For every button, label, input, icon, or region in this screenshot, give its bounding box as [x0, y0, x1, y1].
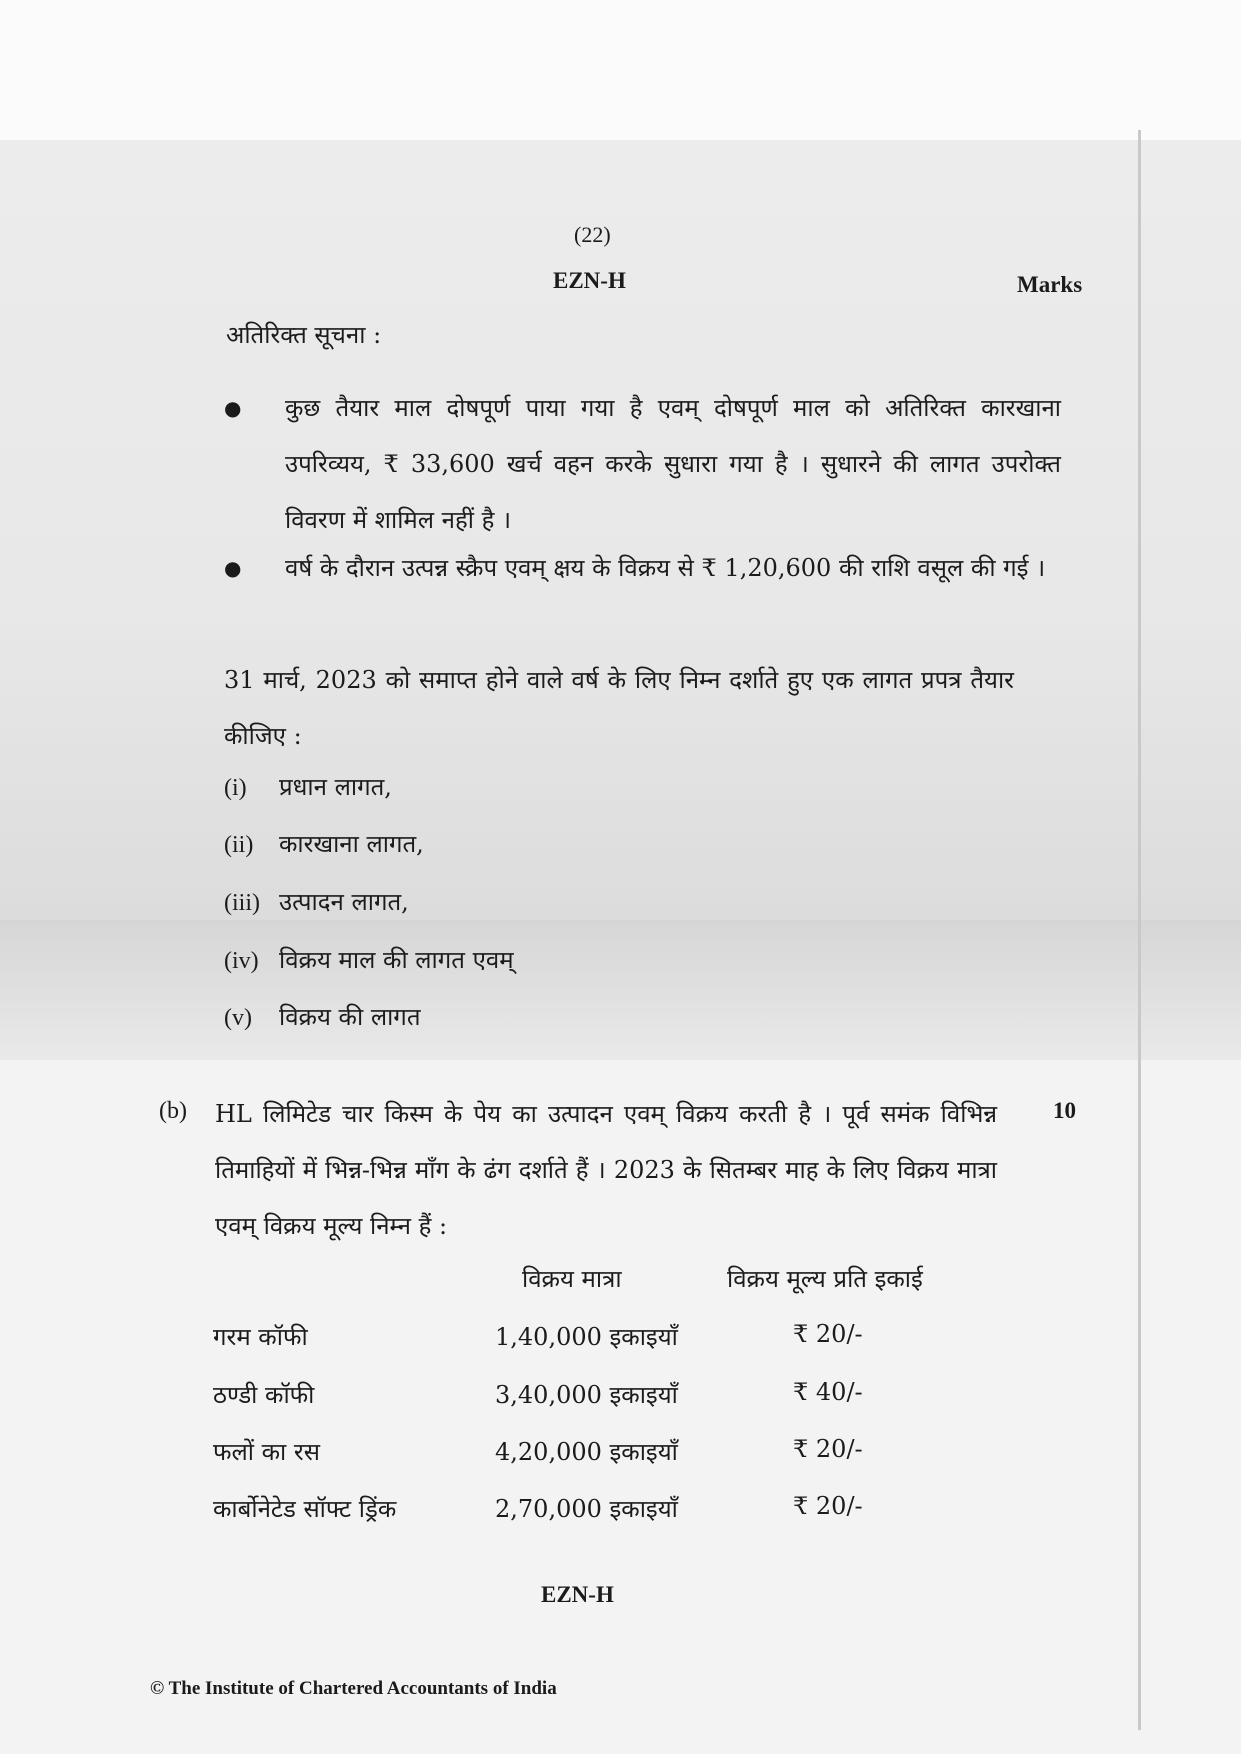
table-cell-quantity: 4,20,000 इकाइयाँ [495, 1438, 678, 1466]
table-cell-price: ₹ 40/- [793, 1378, 863, 1406]
list-item-text: कारखाना लागत, [279, 830, 424, 858]
instruction-paragraph: 31 मार्च, 2023 को समाप्त होने वाले वर्ष के लिए निम्न दर्शाते हुए एक लागत प्रपत्र तैयार कीजिए : [224, 666, 1014, 750]
table-header-quantity: विक्रय मात्रा [522, 1265, 622, 1293]
scan-background-shadow [0, 920, 1241, 1060]
paper-code-header: EZN-H [553, 268, 626, 293]
paper-code-footer: EZN-H [541, 1582, 614, 1607]
list-item-text: विक्रय माल की लागत एवम् [279, 946, 514, 974]
table-cell-price: ₹ 20/- [793, 1435, 863, 1463]
question-text: HL लिमिटेड चार किस्म के पेय का उत्पादन एवम् विक्रय करती है । पूर्व समंक विभिन्न तिमाहियों में भिन्न-भिन्न माँग के ढंग दर्शाते हैं । 2023 के सितम्बर माह के लिए विक्रय मात्रा एवम् विक्रय मूल्य निम्न हैं : [215, 1100, 998, 1240]
copyright-notice: © The Institute of Chartered Accountants of India [150, 1678, 557, 1699]
question-label: (b) [159, 1098, 187, 1124]
table-cell-product: ठण्डी कॉफी [213, 1381, 315, 1409]
page-number: (22) [574, 222, 611, 247]
page-edge-line [1138, 130, 1141, 1730]
list-item-number: (iii) [224, 890, 260, 916]
bullet-paragraph: वर्ष के दौरान उत्पन्न स्क्रैप एवम् क्षय के विक्रय से ₹ 1,20,600 की राशि वसूल की गई । [285, 554, 1046, 582]
list-item [224, 770, 392, 803]
table-cell-product: गरम कॉफी [213, 1323, 308, 1351]
list-item-text: प्रधान लागत, [279, 773, 392, 801]
list-item-number: (i) [224, 775, 247, 801]
bullet-icon: ● [224, 556, 242, 580]
scan-background-top [0, 0, 1241, 140]
table-cell-product: कार्बोनेटेड सॉफ्ट ड्रिंक [213, 1495, 397, 1523]
question-marks: 10 [1053, 1098, 1076, 1123]
bullet-paragraph: कुछ तैयार माल दोषपूर्ण पाया गया है एवम् दोषपूर्ण माल को अतिरिक्त कारखाना उपरिव्यय, ₹ 33,600 खर्च वहन करके सुधारा गया है । सुधारने की लागत उपरोक्त विवरण में शामिल नहीं है । [285, 394, 1061, 534]
list-item [224, 943, 514, 976]
table-cell-price: ₹ 20/- [793, 1320, 863, 1348]
table-header-price: विक्रय मूल्य प्रति इकाई [727, 1265, 923, 1293]
table-cell-quantity: 3,40,000 इकाइयाँ [495, 1381, 678, 1409]
table-cell-price: ₹ 20/- [793, 1492, 863, 1520]
additional-info-heading: अतिरिक्त सूचना : [226, 321, 382, 349]
list-item-number: (ii) [224, 832, 254, 858]
bullet-icon: ● [224, 396, 242, 420]
table-cell-quantity: 2,70,000 इकाइयाँ [495, 1495, 678, 1523]
list-item [224, 1000, 421, 1033]
list-item [224, 827, 424, 860]
table-cell-quantity: 1,40,000 इकाइयाँ [495, 1323, 678, 1351]
list-item [224, 885, 409, 918]
marks-column-label: Marks [1017, 272, 1083, 297]
list-item-number: (iv) [224, 948, 259, 974]
list-item-text: विक्रय की लागत [279, 1003, 421, 1031]
list-item-text: उत्पादन लागत, [279, 888, 409, 916]
list-item-number: (v) [224, 1005, 252, 1031]
table-cell-product: फलों का रस [213, 1438, 320, 1466]
